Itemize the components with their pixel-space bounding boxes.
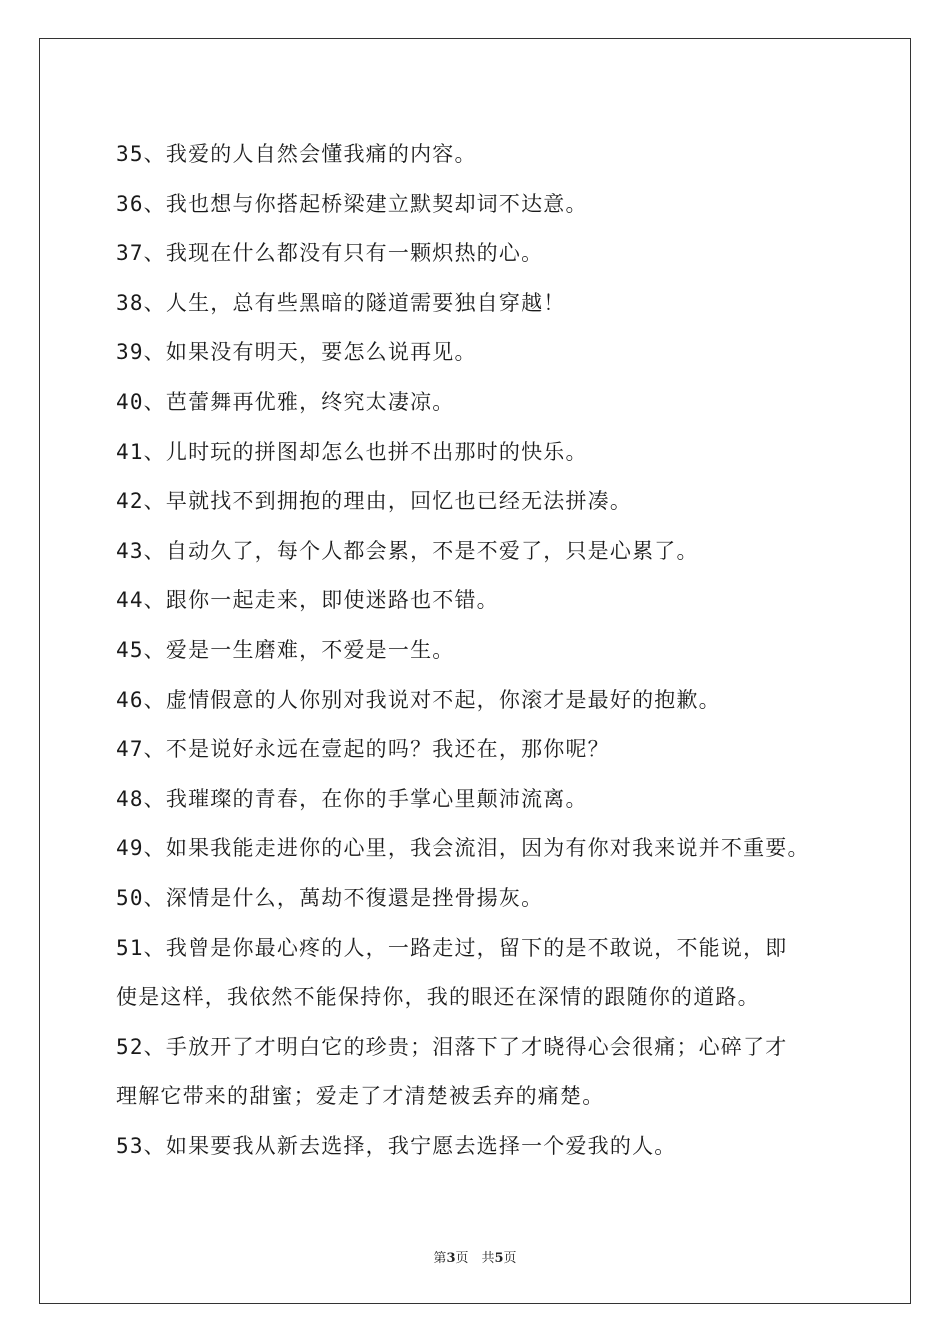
text-line: 45、爱是一生磨难，不爱是一生。: [116, 637, 455, 662]
text-line: 47、不是说好永远在壹起的吗？我还在，那你呢？: [116, 737, 610, 762]
current-page-number: 3: [446, 1251, 456, 1266]
footer-prefix: 第: [433, 1251, 447, 1266]
text-line: 50、深情是什么，萬劫不復還是挫骨揚灰。: [116, 885, 544, 910]
text-line: 理解它带来的甜蜜；爱走了才清楚被丢弃的痛楚。: [116, 1084, 605, 1109]
text-line: 39、如果没有明天，要怎么说再见。: [116, 340, 477, 365]
text-line: 41、儿时玩的拼图却怎么也拼不出那时的快乐。: [116, 439, 588, 464]
document-body: [116, 130, 846, 1171]
footer-middle: 页 共: [455, 1251, 495, 1266]
text-line: 35、我爱的人自然会懂我痛的内容。: [116, 142, 477, 166]
text-line: 53、如果要我从新去选择，我宁愿去选择一个爱我的人。: [116, 1133, 677, 1158]
text-line: 51、我曾是你最心疼的人，一路走过，留下的是不敢说，不能说，即: [116, 935, 788, 960]
text-line: 38、人生，总有些黑暗的隧道需要独自穿越！: [116, 290, 566, 315]
text-line: 44、跟你一起走来，即使迷路也不错。: [116, 588, 499, 613]
text-line: 46、虚情假意的人你别对我说对不起，你滚才是最好的抱歉。: [116, 687, 721, 712]
text-line: 使是这样，我依然不能保持你，我的眼还在深情的跟随你的道路。: [116, 985, 760, 1010]
text-line: 49、如果我能走进你的心里，我会流泪，因为有你对我来说并不重要。: [116, 836, 810, 861]
text-line: 37、我现在什么都没有只有一颗炽热的心。: [116, 241, 544, 266]
footer-suffix: 页: [503, 1251, 517, 1266]
text-line: 36、我也想与你搭起桥梁建立默契却词不达意。: [116, 191, 588, 216]
text-line: 48、我璀璨的青春，在你的手掌心里颠沛流离。: [116, 786, 588, 811]
total-page-count: 5: [494, 1251, 504, 1266]
page-footer: [0, 1247, 950, 1266]
text-line: 42、早就找不到拥抱的理由，回忆也已经无法拼凑。: [116, 489, 633, 514]
text-line: 40、芭蕾舞再优雅，终究太凄凉。: [116, 389, 455, 414]
text-line: 52、手放开了才明白它的珍贵；泪落下了才晓得心会很痛；心碎了才: [116, 1034, 788, 1059]
text-line: 43、自动久了，每个人都会累，不是不爱了，只是心累了。: [116, 538, 699, 563]
